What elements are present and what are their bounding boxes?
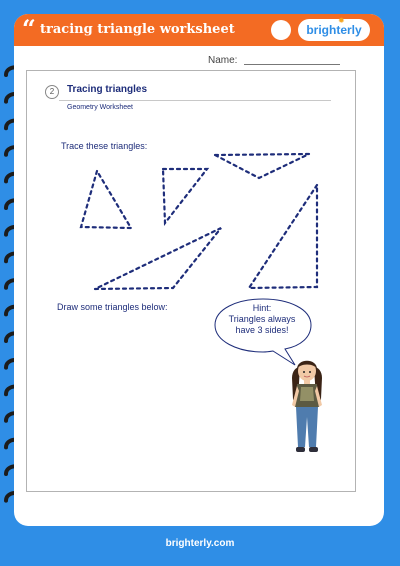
quote-mark: “ — [22, 14, 36, 43]
worksheet-number: 2 — [45, 85, 59, 99]
logo-text: brighterly — [306, 23, 362, 37]
page-title: tracing triangle worksheet — [40, 22, 235, 37]
hint-line-1: Hint: — [252, 303, 272, 313]
hint-line-3: have 3 sides! — [235, 325, 289, 335]
worksheet-frame — [26, 70, 356, 492]
logo-spark-icon: ✹ — [338, 16, 345, 25]
worksheet-subtitle: Geometry Worksheet — [67, 104, 134, 111]
worksheet-title: Tracing triangles — [67, 84, 148, 95]
trace-instruction: Trace these triangles: — [61, 141, 148, 151]
hint-line-2: Triangles always — [228, 314, 296, 324]
name-label: Name: — [208, 55, 238, 66]
girl-character-illustration — [27, 71, 357, 493]
footer-site-link[interactable]: brighterly.com — [165, 538, 235, 549]
header-bar — [14, 14, 384, 46]
header-circle-icon — [271, 20, 291, 40]
name-field[interactable] — [244, 64, 340, 65]
draw-instruction: Draw some triangles below: — [57, 302, 168, 312]
brand-logo[interactable] — [298, 16, 370, 41]
